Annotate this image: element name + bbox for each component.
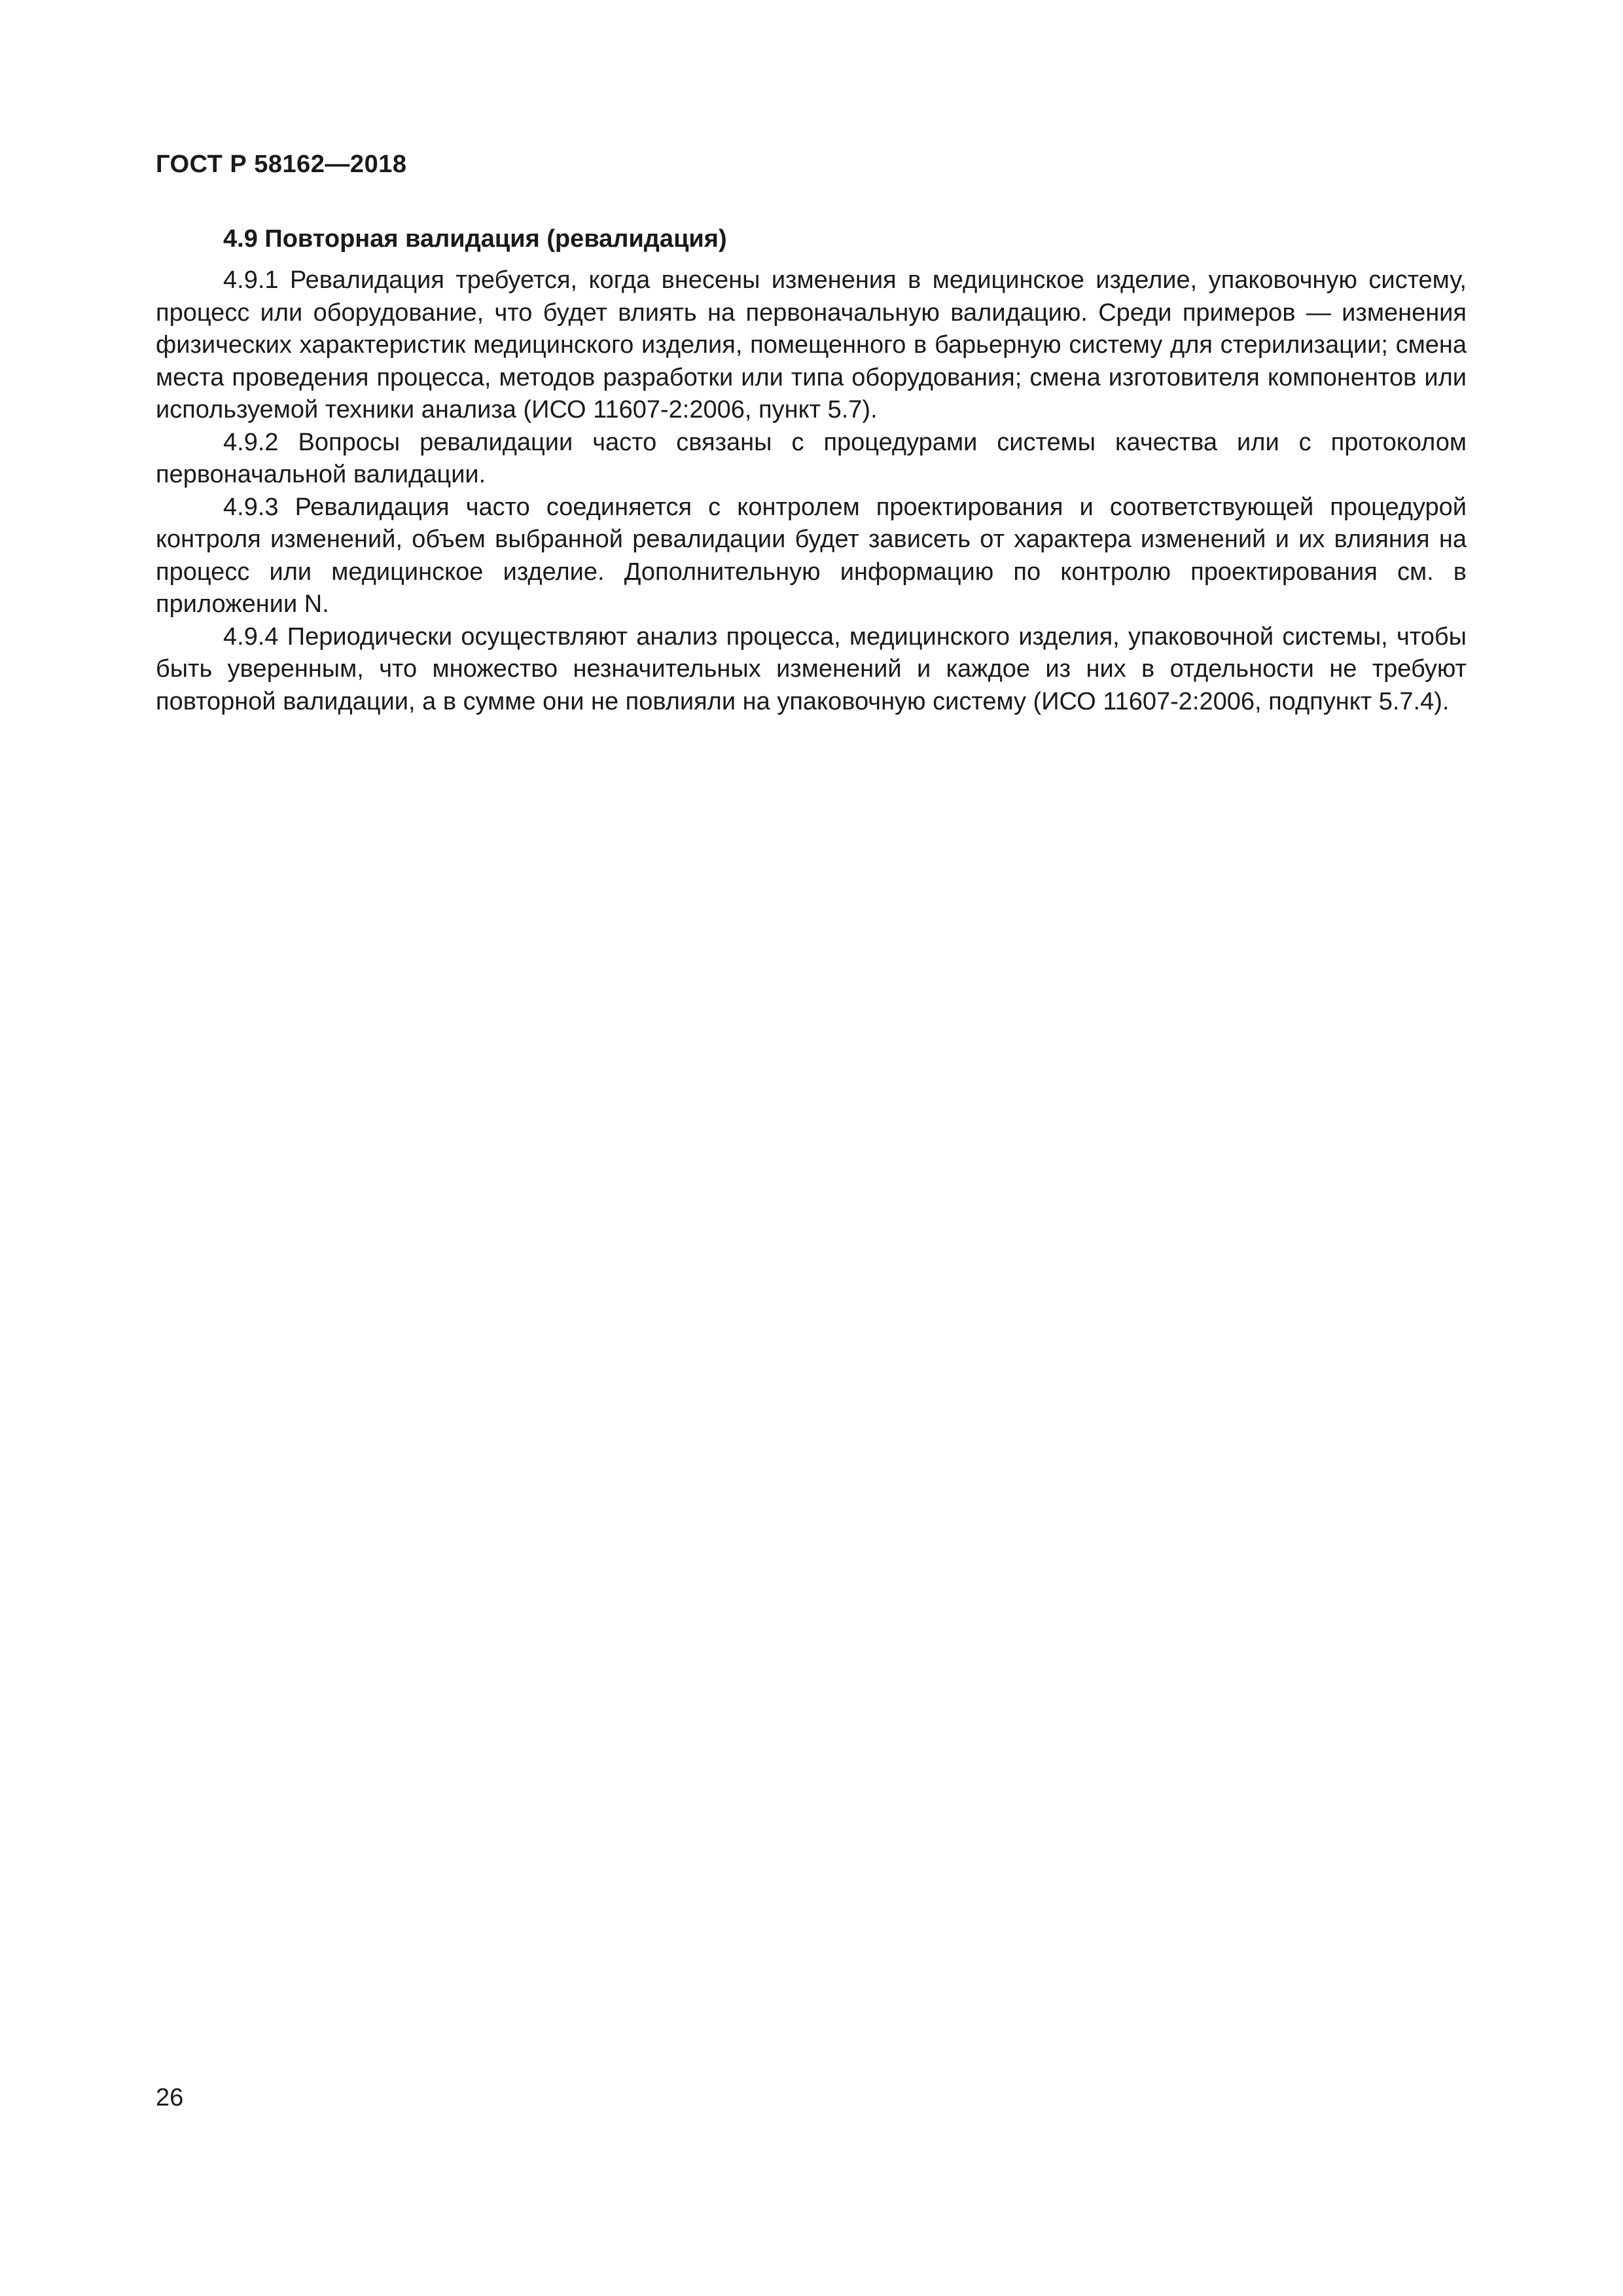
- paragraph-4-9-3: 4.9.3 Ревалидация часто соединяется с контролем проектирования и соответствующей процедурой контроля изменений, объем выбранной ревалидации будет зависеть от характера изменений и их влияния на процесс или медицинское изделие. Дополнительную информацию по контролю проектирования см. в приложении N.: [156, 493, 1467, 618]
- section-body: [156, 223, 1467, 718]
- paragraph-4-9-2: 4.9.2 Вопросы ревалидации часто связаны с процедурами системы качества или с протоколом первоначальной валидации.: [156, 428, 1467, 488]
- section-heading: 4.9 Повторная валидация (ревалидация): [223, 225, 727, 253]
- paragraph-4-9-4: 4.9.4 Периодически осуществляют анализ процесса, медицинского изделия, упаковочной системы, чтобы быть уверенным, что множество незначительных изменений и каждое из них в отдельности не требуют повторной валидации, а в сумме они не повлияли на упаковочную систему (ИСО 11607-2:2006, подпункт 5.7.4).: [156, 622, 1467, 715]
- page-number: 26: [156, 2084, 184, 2111]
- document-code-header: ГОСТ Р 58162—2018: [156, 151, 407, 178]
- paragraph-4-9-1: 4.9.1 Ревалидация требуется, когда внесены изменения в медицинское изделие, упаковочную систему, процесс или оборудование, что будет влиять на первоначальную валидацию. Среди примеров — изменения физических характеристик медицинского изделия, помещенного в барьерную систему для стерилизации; смена места проведения процесса, методов разработки или типа оборудования; смена изготовителя компонентов или используемой техники анализа (ИСО 11607-2:2006, пункт 5.7).: [156, 266, 1467, 423]
